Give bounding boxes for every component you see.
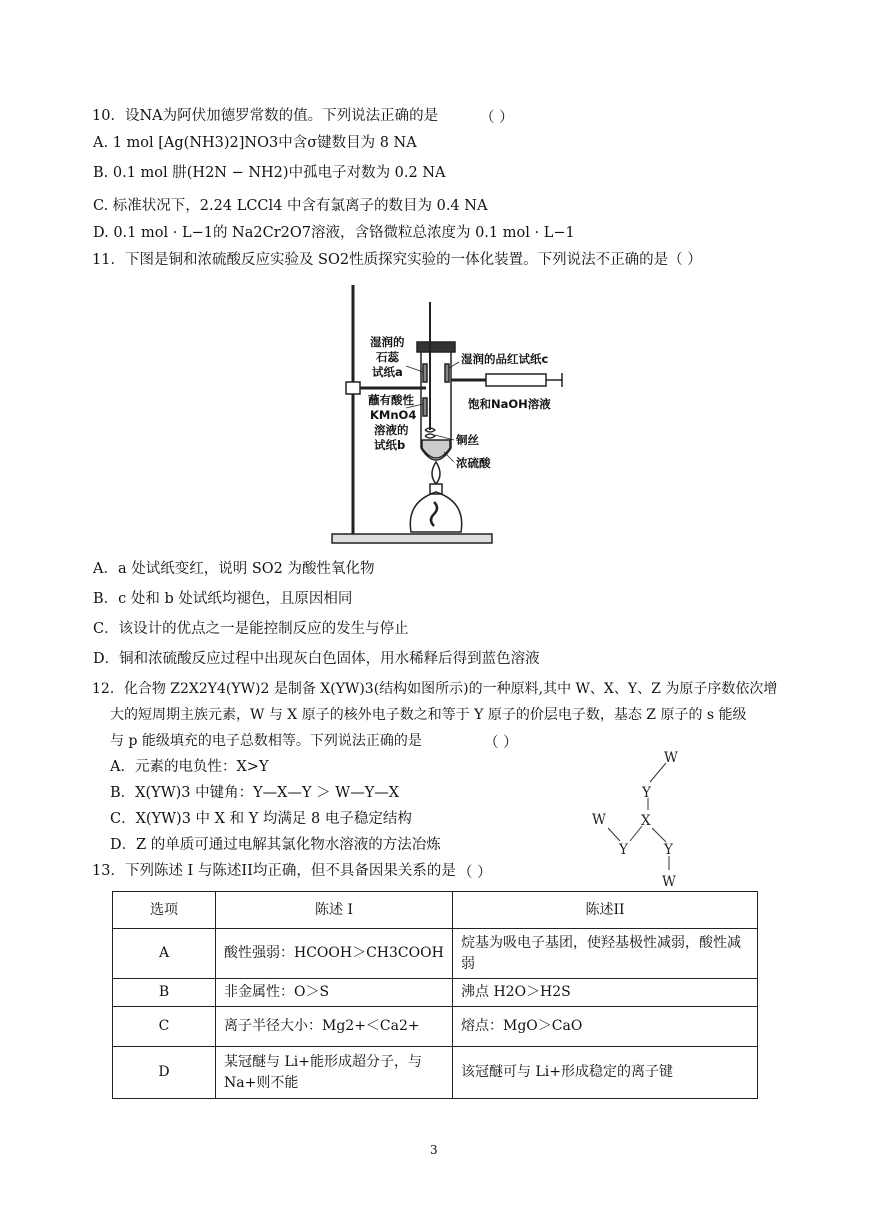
q12-stem-line-2: 大的短周期主族元素，W 与 X 原子的核外电子数之和等于 Y 原子的价层电子数，基态 Z 原子的 s 能级 bbox=[110, 707, 747, 723]
q12-option-d: D．Z 的单质可通过电解其氯化物水溶液的方法冶炼 bbox=[110, 837, 441, 853]
q11-option-b: B．c 处和 b 处试纸均褪色，且原因相同 bbox=[93, 591, 353, 607]
header-statement-1: 陈述 I bbox=[216, 892, 453, 929]
q10-option-b: B. 0.1 mol 肼(H2N − NH2)中孤电子对数为 0.2 NA bbox=[93, 165, 446, 181]
structure-bonds bbox=[608, 763, 669, 870]
q13-stem: 13．下列陈述 I 与陈述II均正确，但不具备因果关系的是 bbox=[92, 863, 456, 879]
lamp-wick bbox=[431, 502, 437, 526]
row-b-statement-2: 沸点 H2O＞H2S bbox=[453, 979, 758, 1007]
q11-option-c: C．该设计的优点之一是能控制反应的发生与停止 bbox=[93, 621, 409, 637]
label-kmno4-b-3: 溶液的 bbox=[374, 423, 409, 437]
paper-strip-c bbox=[445, 364, 449, 382]
q11-stem: 11．下图是铜和浓硫酸反应实验及 SO2性质探究实验的一体化装置。下列说法不正确的是（ ） bbox=[92, 252, 702, 268]
atom-w-bottom: W bbox=[662, 874, 676, 890]
lamp-flame bbox=[432, 462, 440, 484]
label-kmno4-b-4: 试纸b bbox=[374, 438, 406, 452]
q12-option-c: C．X(YW)3 中 X 和 Y 均满足 8 电子稳定结构 bbox=[110, 811, 412, 827]
q10-option-d: D. 0.1 mol · L−1的 Na2Cr2O7溶液，含铬微粒总浓度为 0.1 mol · L−1 bbox=[93, 225, 575, 241]
row-b-statement-1: 非金属性：O＞S bbox=[216, 979, 453, 1007]
label-kmno4-b-2: KMnO4 bbox=[370, 408, 417, 422]
table-header-row bbox=[113, 892, 758, 929]
q11-option-a: A．a 处试纸变红，说明 SO2 为酸性氧化物 bbox=[93, 561, 375, 577]
q10-answer-paren: （ ） bbox=[480, 110, 514, 126]
q11-option-d: D．铜和浓硫酸反应过程中出现灰白色固体，用水稀释后得到蓝色溶液 bbox=[93, 651, 540, 667]
clamp-boss bbox=[346, 382, 360, 394]
row-b-option: B bbox=[113, 979, 216, 1007]
row-c-statement-2: 熔点：MgO＞CaO bbox=[453, 1007, 758, 1047]
table-row bbox=[113, 929, 758, 979]
label-magenta-c: 湿润的品红试纸c bbox=[461, 352, 549, 366]
q10-option-c: C. 标准状况下，2.24 LCCl4 中含有氯离子的数目为 0.4 NA bbox=[93, 198, 488, 214]
row-d-statement-2: 该冠醚可与 Li+形成稳定的离子键 bbox=[453, 1047, 758, 1099]
label-naoh: 饱和NaOH溶液 bbox=[468, 397, 551, 411]
q12-stem-line-1: 12．化合物 Z2X2Y4(YW)2 是制备 X(YW)3(结构如图所示)的一种原料,其中 W、X、Y、Z 为原子序数依次增 bbox=[92, 681, 778, 697]
label-litmus-a-3: 试纸a bbox=[372, 365, 403, 379]
atom-w-left: W bbox=[592, 812, 606, 828]
row-c-option: C bbox=[113, 1007, 216, 1047]
label-litmus-a-1: 湿润的 bbox=[370, 335, 405, 349]
q10-stem: 10．设NA为阿伏加德罗常数的值。下列说法正确的是 bbox=[92, 108, 439, 124]
table-row bbox=[113, 1047, 758, 1099]
paper-strip-a bbox=[423, 364, 427, 382]
atom-y-right: Y bbox=[664, 842, 673, 858]
row-d-option: D bbox=[113, 1047, 216, 1099]
q12-option-a: A．元素的电负性：X>Y bbox=[110, 759, 269, 775]
row-a-option: A bbox=[113, 929, 216, 979]
row-a-statement-2: 烷基为吸电子基团，使羟基极性减弱，酸性减弱 bbox=[453, 929, 758, 979]
label-litmus-a-2: 石蕊 bbox=[376, 350, 399, 364]
header-option: 选项 bbox=[113, 892, 216, 929]
row-c-statement-1: 离子半径大小：Mg2+＜Ca2+ bbox=[216, 1007, 453, 1047]
q12-answer-paren: （ ） bbox=[484, 735, 518, 751]
label-conc-acid: 浓硫酸 bbox=[456, 456, 491, 470]
q10-option-a: A. 1 mol [Ag(NH3)2]NO3中含σ键数目为 8 NA bbox=[93, 135, 417, 151]
row-a-statement-1: 酸性强弱：HCOOH＞CH3COOH bbox=[216, 929, 453, 979]
structure-figure bbox=[580, 748, 700, 893]
label-copper-wire: 铜丝 bbox=[456, 433, 479, 447]
atom-y-top: Y bbox=[642, 785, 651, 801]
header-statement-2: 陈述II bbox=[453, 892, 758, 929]
atom-w-top: W bbox=[664, 750, 678, 766]
apparatus-figure bbox=[326, 280, 566, 550]
table-row bbox=[113, 1007, 758, 1047]
q13-table bbox=[112, 891, 758, 1099]
atom-y-left: Y bbox=[619, 842, 628, 858]
row-d-statement-1: 某冠醚与 Li+能形成超分子，与 Na+则不能 bbox=[216, 1047, 453, 1099]
q12-stem-line-3: 与 p 能级填充的电子总数相等。下列说法正确的是 bbox=[110, 733, 422, 749]
label-kmno4-b-1: 蘸有酸性 bbox=[368, 393, 414, 407]
rubber-stopper bbox=[417, 342, 455, 352]
paper-strip-b bbox=[423, 398, 427, 416]
table-row bbox=[113, 979, 758, 1007]
atom-x-center: X bbox=[641, 813, 651, 829]
stand-base bbox=[332, 534, 492, 543]
page-number: 3 bbox=[430, 1143, 438, 1157]
syringe-barrel bbox=[486, 374, 546, 386]
q12-option-b: B．X(YW)3 中键角：Y—X—Y ＞ W—Y—X bbox=[110, 785, 400, 801]
q13-answer-paren: （ ） bbox=[458, 865, 492, 881]
